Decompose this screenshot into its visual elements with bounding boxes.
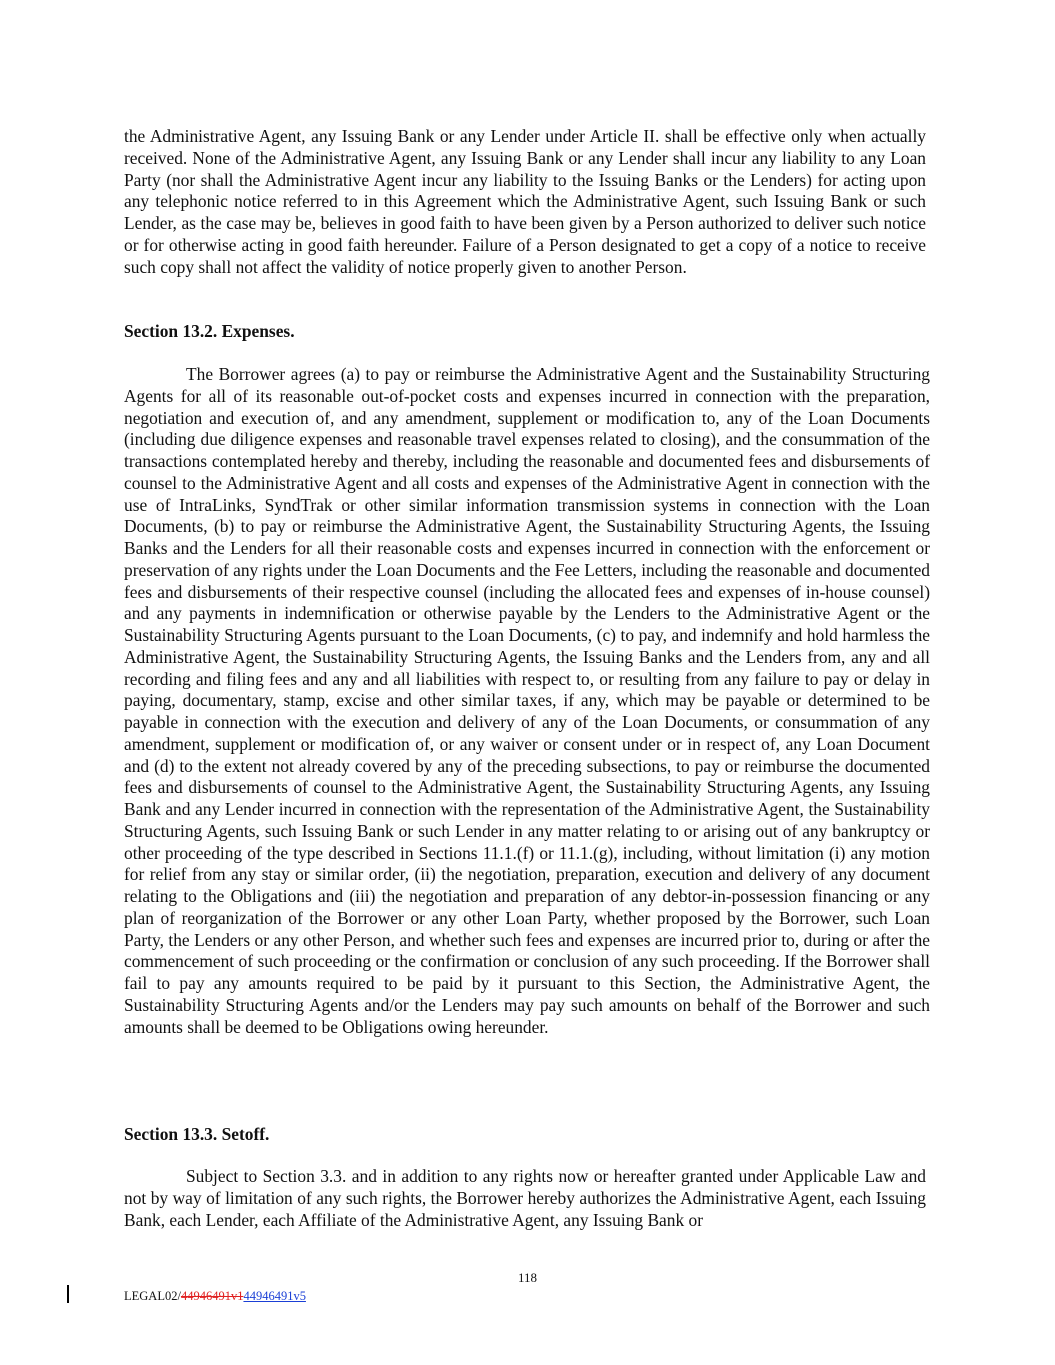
deleted-version-id: 44946491v1 <box>180 1289 244 1303</box>
section-13-2-heading: Section 13.2. Expenses. <box>124 321 295 341</box>
document-id-footer <box>124 1289 306 1304</box>
paragraph-notice-continuation: the Administrative Agent, any Issuing Bank or any Lender under Article II. shall be effective only when actually received. None of the Administrative Agent, any Issuing Bank or any Lender shall incur any liability to any Loan Party (nor shall the Administrative Agent incur any liability to the Issuing Banks or the Lenders) for acting upon any telephonic notice referred to in this Agreement which the Administrative Agent, such Issuing Bank or such Lender, as the case may be, believes in good faith to have been given by a Person authorized to deliver such notice or for otherwise acting in good faith hereunder. Failure of a Person designated to get a copy of a notice to receive such copy shall not affect the validity of notice properly given to another Person. <box>124 126 926 277</box>
section-13-3-heading: Section 13.3. Setoff. <box>124 1124 270 1144</box>
inserted-version-id: 44946491v5 <box>243 1289 306 1303</box>
revision-change-bar <box>67 1285 69 1303</box>
section-13-3-body: Subject to Section 3.3. and in addition to any rights now or hereafter granted under Applicable Law and not by way of limitation of any such rights, the Borrower hereby authorizes the Administrative Agent, each Issuing Bank, each Lender, each Affiliate of the Administrative Agent, any Issuing Bank or <box>124 1166 926 1230</box>
document-id-prefix: LEGAL02/ <box>124 1289 181 1303</box>
section-13-2-body: The Borrower agrees (a) to pay or reimburse the Administrative Agent and the Sustainability Structuring Agents for all of its reasonable out-of-pocket costs and expenses incurred in connection with the preparation, negotiation and execution of, and any amendment, supplement or modification to, any of the Loan Documents (including due diligence expenses and reasonable travel expenses related to closing), and the consummation of the transactions contemplated hereby and thereby, including the reasonable and documented fees and disbursements of counsel to the Administrative Agent and all costs and expenses of the Administrative Agent in connection with the use of IntraLinks, SyndTrak or other similar information transmission systems in connection with the Loan Documents, (b) to pay or reimburse the Administrative Agent, the Sustainability Structuring Agents, the Issuing Banks and the Lenders for all their reasonable costs and expenses incurred in connection with the enforcement or preservation of any rights under the Loan Documents and the Fee Letters, including the reasonable and documented fees and disbursements of their respective counsel (including the allocated fees and expenses of in-house counsel) and any payments in indemnification or otherwise payable by the Lenders to the Administrative Agent or the Sustainability Structuring Agents pursuant to the Loan Documents, (c) to pay, and indemnify and hold harmless the Administrative Agent, the Sustainability Structuring Agents, the Issuing Banks and the Lenders from, any and all recording and filing fees and any and all liabilities with respect to, or resulting from any failure to pay or delay in paying, documentary, stamp, excise and other similar taxes, if any, which may be payable or determined to be payable in connection with the execution and delivery of any of the Loan Documents, or consummation of any amendment, supplement or modification of, or any waiver or consent under or in respect of, any Loan Document and (d) to the extent not already covered by any of the preceding subsections, to pay or reimburse the documented fees and disbursements of counsel to the Administrative Agent, the Sustainability Structuring Agents, any Issuing Bank and any Lender incurred in connection with the representation of the Administrative Agent, the Sustainability Structuring Agents, such Issuing Bank or such Lender in any matter relating to or arising out of any bankruptcy or other proceeding of the type described in Sections 11.1.(f) or 11.1.(g), including, without limitation (i) any motion for relief from any stay or similar order, (ii) the negotiation, preparation, execution and delivery of any document relating to the Obligations and (iii) the negotiation and preparation of any debtor-in-possession financing or any plan of reorganization of the Borrower or any other Loan Party, whether proposed by the Borrower, such Loan Party, the Lenders or any other Person, and whether such fees and expenses are incurred prior to, during or after the commencement of such proceeding or the confirmation or conclusion of any such proceeding. If the Borrower shall fail to pay any amounts required to be paid by it pursuant to this Section, the Administrative Agent, the Sustainability Structuring Agents and/or the Lenders may pay such amounts on behalf of the Borrower and such amounts shall be deemed to be Obligations owing hereunder. <box>124 364 930 1037</box>
page-number: 118 <box>517 1270 538 1285</box>
